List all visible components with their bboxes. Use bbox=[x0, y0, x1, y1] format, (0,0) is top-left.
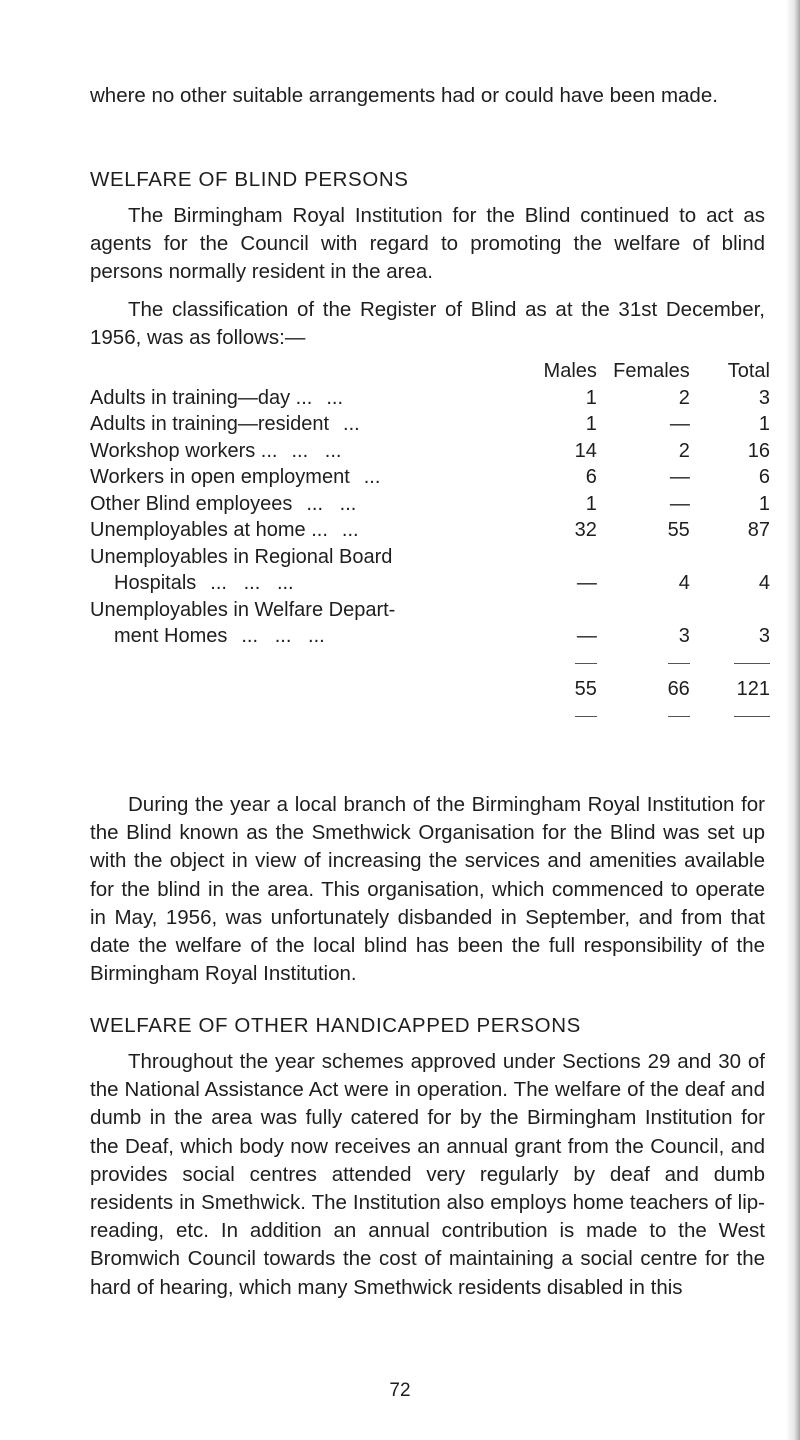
row-label bbox=[90, 411, 520, 438]
row-leader-dots: ... ... bbox=[291, 439, 342, 462]
section-heading-blind: WELFARE OF BLIND PERSONS bbox=[90, 168, 409, 191]
row-females: 4 bbox=[678, 572, 690, 594]
row-label-text: Unemployables in Welfare Depart- bbox=[90, 598, 396, 621]
row-total: 3 bbox=[758, 386, 770, 409]
total-females: 66 bbox=[667, 678, 690, 700]
row-total: 87 bbox=[747, 519, 770, 541]
row-label-text: ment Homes bbox=[114, 625, 228, 647]
row-females: 55 bbox=[667, 519, 690, 541]
row-total bbox=[690, 544, 770, 571]
row-label bbox=[90, 491, 520, 518]
totals-row bbox=[90, 676, 770, 703]
rule-row-bottom bbox=[90, 703, 770, 730]
row-total bbox=[690, 597, 770, 624]
blind-paragraph-agents: The Birmingham Royal Institution for the Blind continued to act as agents for the Council with regard to promoting the welfare of blind persons normally resident in the area. bbox=[90, 204, 765, 284]
row-females bbox=[597, 544, 690, 571]
row-total: 1 bbox=[758, 413, 770, 435]
header-total: Total bbox=[727, 360, 770, 382]
rule-line bbox=[575, 663, 597, 664]
row-females: 2 bbox=[678, 439, 690, 462]
rule-line bbox=[734, 663, 770, 664]
row-total: 4 bbox=[758, 572, 770, 594]
rule-row-top bbox=[90, 650, 770, 677]
row-leader-dots: ... ... bbox=[306, 492, 357, 515]
row-females bbox=[597, 597, 690, 624]
row-label bbox=[90, 464, 520, 491]
blind-paragraph-classification: The classification of the Register of Blind as at the 31st December, 1956, was as follows:— bbox=[90, 298, 765, 350]
row-label-text: Unemployables at home ... bbox=[90, 519, 328, 541]
row-leader-dots: ... bbox=[326, 386, 344, 409]
section-heading-other-handicapped: WELFARE OF OTHER HANDICAPPED PERSONS bbox=[90, 1014, 581, 1037]
row-label-text: Workshop workers ... bbox=[90, 439, 278, 462]
row-leader-dots: ... ... ... bbox=[210, 572, 294, 594]
row-leader-dots: ... bbox=[363, 466, 381, 488]
row-males: 1 bbox=[585, 492, 597, 515]
page-number: 72 bbox=[389, 1380, 411, 1401]
row-males bbox=[520, 544, 597, 571]
row-label bbox=[90, 570, 520, 597]
table-row bbox=[90, 623, 770, 650]
row-leader-dots: ... bbox=[343, 413, 360, 435]
row-males: 1 bbox=[585, 413, 597, 435]
rule-line bbox=[734, 716, 770, 717]
row-males: — bbox=[576, 625, 597, 647]
row-males: — bbox=[576, 572, 597, 594]
page-edge-shadow bbox=[786, 0, 800, 1440]
row-females: — bbox=[669, 492, 690, 515]
row-males: 6 bbox=[585, 466, 597, 488]
row-total: 1 bbox=[758, 492, 770, 515]
other-handicapped-paragraph: Throughout the year schemes approved under Sections 29 and 30 of the National Assistance Act were in operation. The welfare of the deaf and dumb in the area was fully catered for by the Birmingham Institution for the Deaf, which body now receives an annual grant from the Council, and provides social centres attended very regularly by deaf and dumb residents in Smethwick. The Institution also employs home teachers of lip-reading, etc. In addition an annual contribution is made to the West Bromwich Council towards the cost of maintaining a social centre for the hard of hearing, which many Smethwick residents disabled in this bbox=[90, 1050, 765, 1299]
table-row bbox=[90, 438, 770, 465]
header-label-cell bbox=[90, 358, 520, 385]
table-row bbox=[90, 597, 770, 624]
row-leader-dots: ... ... ... bbox=[241, 625, 325, 647]
blind-register-table bbox=[90, 358, 770, 729]
row-label-text: Other Blind employees bbox=[90, 492, 293, 515]
row-label-text: Adults in training—resident bbox=[90, 413, 330, 435]
row-label bbox=[90, 438, 520, 465]
row-males: 1 bbox=[585, 386, 597, 409]
row-males: 32 bbox=[574, 519, 597, 541]
row-label bbox=[90, 385, 520, 412]
table-row bbox=[90, 464, 770, 491]
table-row bbox=[90, 517, 770, 544]
row-label-text: Unemployables in Regional Board bbox=[90, 545, 393, 568]
row-females: — bbox=[669, 466, 690, 488]
row-males bbox=[520, 597, 597, 624]
row-label-text: Workers in open employment bbox=[90, 466, 350, 488]
table-header-row bbox=[90, 358, 770, 385]
row-leader-dots: ... bbox=[341, 519, 359, 541]
intro-paragraph: where no other suitable arrangements had or could have been made. bbox=[90, 84, 718, 107]
table-row bbox=[90, 411, 770, 438]
row-label bbox=[90, 597, 520, 624]
rule-line bbox=[575, 716, 597, 717]
rule-line bbox=[668, 663, 690, 664]
header-females: Females bbox=[613, 360, 690, 382]
table-row bbox=[90, 570, 770, 597]
row-females: 3 bbox=[678, 625, 690, 647]
row-females: — bbox=[669, 413, 690, 435]
row-label-text: Hospitals bbox=[114, 572, 197, 594]
row-label-text: Adults in training—day ... bbox=[90, 386, 313, 409]
table-row bbox=[90, 491, 770, 518]
row-males: 14 bbox=[574, 439, 597, 462]
row-total: 6 bbox=[758, 466, 770, 488]
table-row bbox=[90, 544, 770, 571]
smethwick-organisation-paragraph: During the year a local branch of the Birmingham Royal Institution for the Blind known as the Smethwick Organisation for the Blind was set up with the object in view of increasing the services and amenities available for the blind in the area. This organisation, which commenced to operate in May, 1956, was unfortunately disbanded in September, and from that date the welfare of the local blind has been the full responsibility of the Birmingham Royal Institution. bbox=[90, 793, 765, 986]
row-label bbox=[90, 517, 520, 544]
rule-line bbox=[668, 716, 690, 717]
row-label bbox=[90, 623, 520, 650]
table-body bbox=[90, 385, 770, 650]
row-total: 3 bbox=[758, 625, 770, 647]
header-males: Males bbox=[543, 360, 597, 382]
row-total: 16 bbox=[747, 439, 770, 462]
row-label bbox=[90, 544, 520, 571]
row-females: 2 bbox=[678, 386, 690, 409]
total-overall: 121 bbox=[736, 678, 770, 700]
table-row bbox=[90, 385, 770, 412]
total-males: 55 bbox=[574, 678, 597, 700]
